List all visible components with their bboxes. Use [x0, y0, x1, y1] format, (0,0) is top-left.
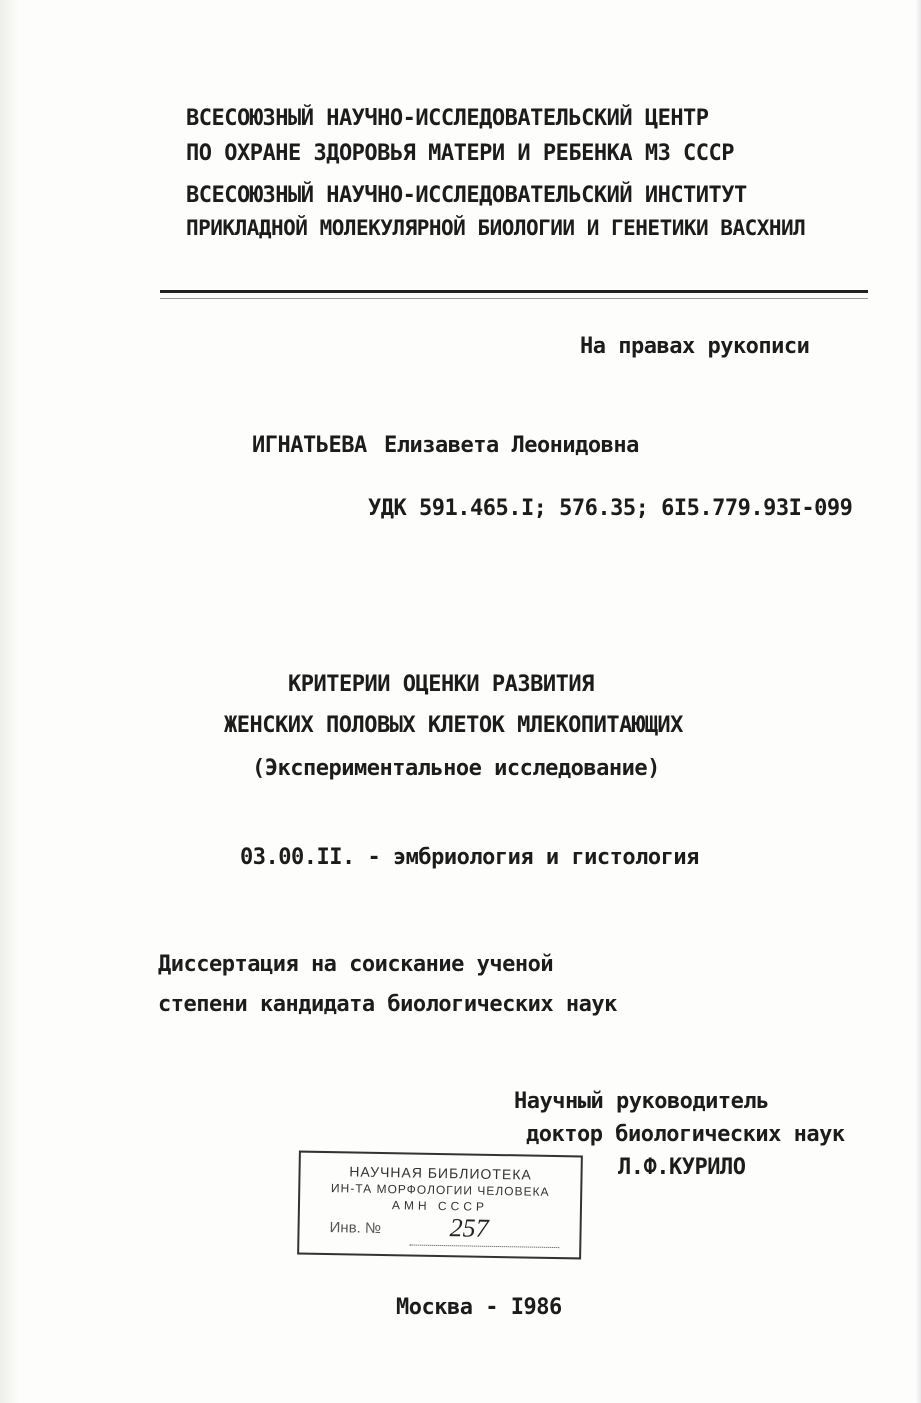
supervisor-name: Л.Ф.КУРИЛО: [618, 1155, 746, 1180]
author-given-names: Елизавета Леонидовна: [384, 433, 639, 458]
stamp-line-1: НАУЧНАЯ БИБЛИОТЕКА: [349, 1163, 532, 1183]
udc-code: УДК 591.465.I; 576.35; 6I5.779.93I-099: [368, 496, 853, 521]
title-line-2: ЖЕНСКИХ ПОЛОВЫХ КЛЕТОК МЛЕКОПИТАЮЩИХ: [224, 713, 683, 738]
page-right-edge: [915, 0, 921, 1403]
supervisor-degree: доктор биологических наук: [526, 1122, 845, 1147]
place-and-year: Москва - I986: [396, 1295, 562, 1320]
dissertation-line-2: степени кандидата биологических наук: [158, 992, 617, 1017]
title-line-3: (Экспериментальное исследование): [252, 756, 660, 781]
stamp-inventory-underline: [409, 1244, 559, 1248]
stamp-inventory-label: Инв. №: [329, 1219, 382, 1237]
author-surname: ИГНАТЬЕВА: [252, 433, 367, 458]
header-line-1: ВСЕСОЮЗНЫЙ НАУЧНО-ИССЛЕДОВАТЕЛЬСКИЙ ЦЕНТР: [186, 106, 709, 131]
header-divider: [160, 290, 868, 293]
header-divider-shadow: [160, 298, 868, 299]
header-line-4: ПРИКЛАДНОЙ МОЛЕКУЛЯРНОЙ БИОЛОГИИ И ГЕНЕТИКИ ВАСХНИЛ: [186, 216, 806, 240]
manuscript-note: На правах рукописи: [580, 334, 810, 359]
header-line-3: ВСЕСОЮЗНЫЙ НАУЧНО-ИССЛЕДОВАТЕЛЬСКИЙ ИНСТИТУТ: [186, 183, 747, 208]
page-left-shadow: [0, 0, 20, 1403]
stamp-inventory-number: 257: [449, 1213, 489, 1243]
title-line-1: КРИТЕРИИ ОЦЕНКИ РАЗВИТИЯ: [288, 672, 594, 697]
header-line-2: ПО ОХРАНЕ ЗДОРОВЬЯ МАТЕРИ И РЕБЕНКА МЗ СССР: [186, 141, 735, 166]
stamp-line-3: АМН СССР: [391, 1198, 489, 1214]
supervisor-role: Научный руководитель: [514, 1089, 769, 1114]
specialty-code: 03.00.II. - эмбриология и гистология: [240, 845, 699, 870]
stamp-line-2: ИН-ТА МОРФОЛОГИИ ЧЕЛОВЕКА: [330, 1181, 550, 1199]
library-stamp: [297, 1151, 583, 1260]
dissertation-line-1: Диссертация на соискание ученой: [158, 952, 554, 977]
